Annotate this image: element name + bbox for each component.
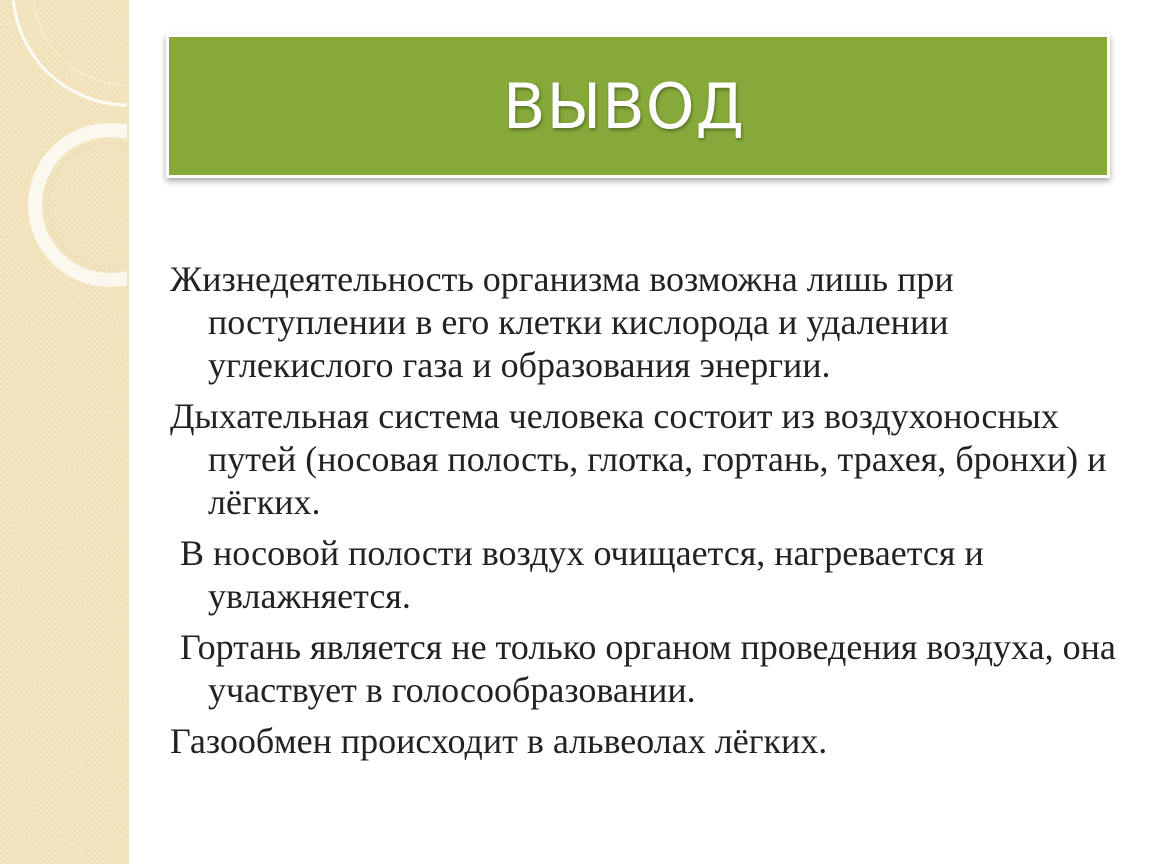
- paragraph-5: Газообмен происходит в альвеолах лёгких.: [170, 721, 828, 761]
- decorative-circles: [0, 0, 127, 300]
- paragraph-2: Дыхательная система человека состоит из воздухоносных путей (носовая полость, глотка, гортань, трахея, бронхи) и лёгких.: [170, 396, 1107, 522]
- title-banner: [166, 34, 1110, 178]
- paragraph-3: В носовой полости воздух очищается, нагревается и увлажняется.: [180, 533, 984, 616]
- paragraph-4: Гортань является не только органом проведения воздуха, она участвует в голосообразовании.: [180, 627, 1116, 710]
- decorative-side-strip: [0, 0, 129, 864]
- paragraph-1: Жизнедеятельность организма возможна лишь при поступлении в его клетки кислорода и удалении углекислого газа и образования энергии.: [170, 259, 954, 385]
- slide-body: [170, 258, 1120, 771]
- slide-title: ВЫВОД: [502, 69, 745, 143]
